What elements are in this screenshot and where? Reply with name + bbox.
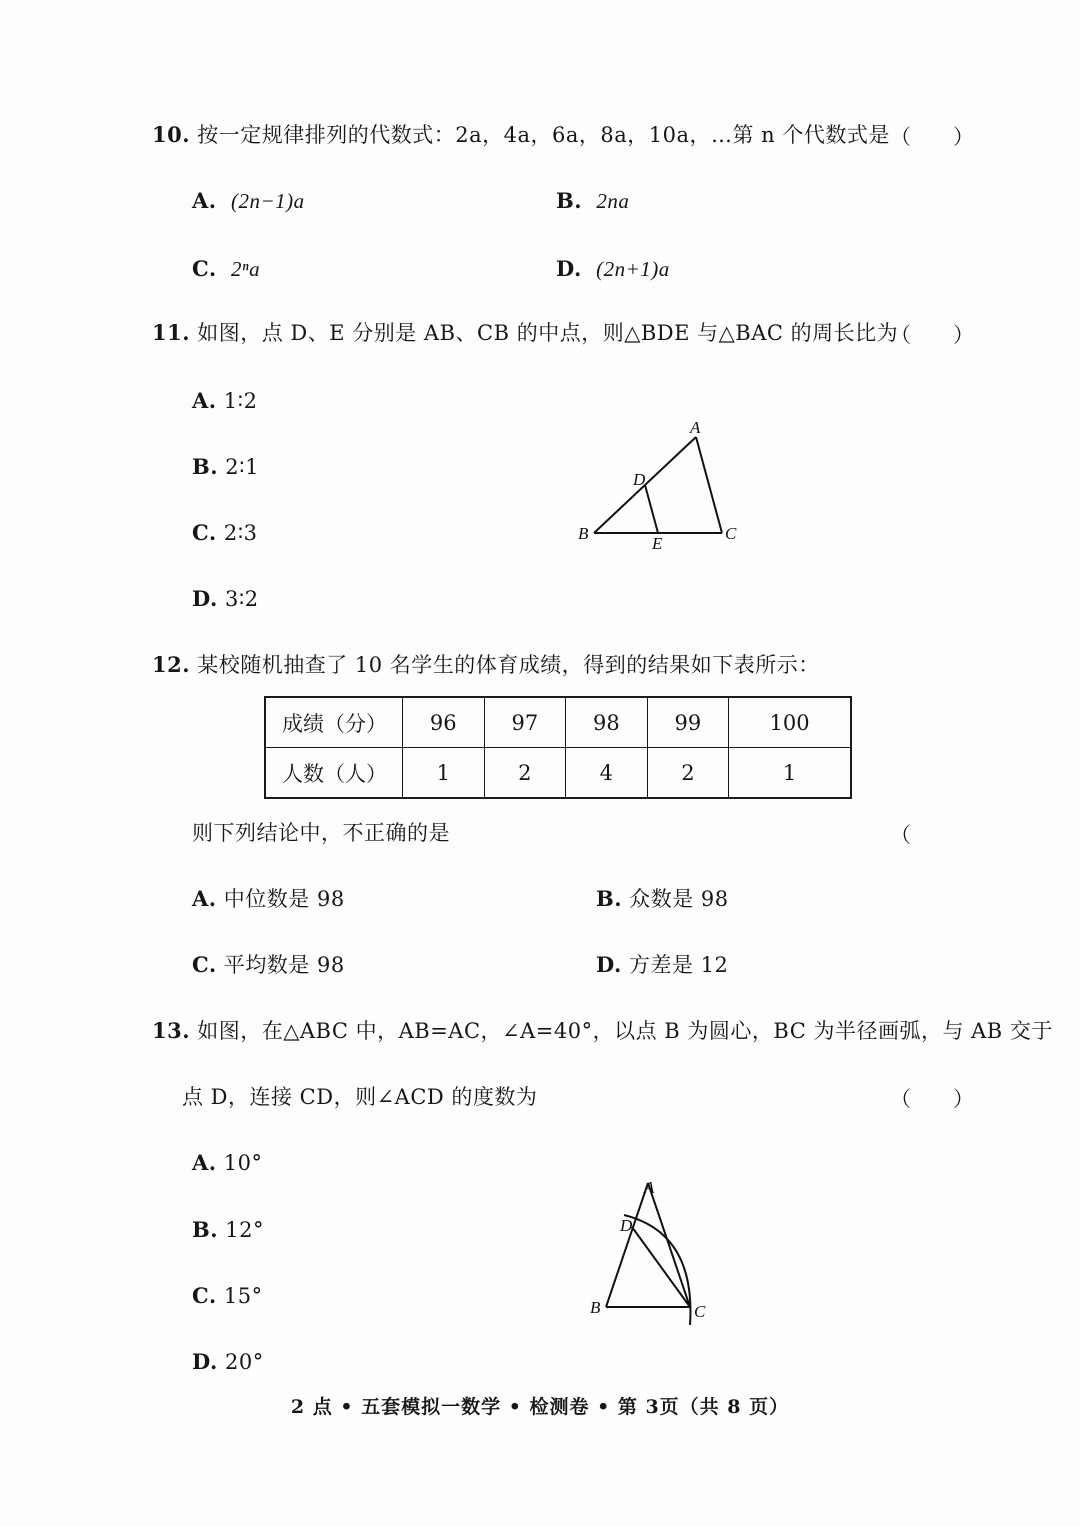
q11-number: 11. [152,320,191,345]
table-row [265,748,851,799]
q13-stem-line-1 [152,1018,1053,1044]
q11-option-b[interactable]: B. 2∶1 [192,454,259,479]
q13-label-b: B [590,1298,601,1317]
q12-option-d[interactable]: D. 方差是 12 [596,952,729,977]
table-cell: 2 [484,748,566,799]
q13-option-d[interactable]: D. 20° [192,1349,264,1374]
q13-option-a[interactable]: A. 10° [192,1150,263,1175]
q11-label-d: D [633,470,646,489]
page-footer: 2 点 • 五套模拟一数学 • 检测卷 • 第 3页（共 8 页） [290,1396,790,1418]
table-cell: 4 [566,748,648,799]
q13-stem-1: 如图，在△ABC 中，AB=AC，∠A=40°，以点 B 为圆心，BC 为半径画弧，与 AB 交于 [197,1019,1053,1043]
q12-option-c[interactable]: C. 平均数是 98 [192,952,345,977]
table-cell: 1 [403,748,485,799]
q13-answer-paren[interactable]: （ ） [890,1087,974,1111]
q12-stem: 某校随机抽查了 10 名学生的体育成绩，得到的结果如下表所示： [197,653,820,677]
q11-label-e: E [652,534,663,553]
table-cell: 97 [484,697,566,748]
table-cell: 96 [403,697,485,748]
q12-number: 12. [152,652,191,677]
q10-stem-line [152,122,890,148]
q10-option-a-text: (2n−1)a [230,189,305,213]
q12-stem-line [152,652,820,678]
table-cell: 100 [729,697,851,748]
q13-label-a: A [644,1178,655,1197]
q13-arc [624,1215,690,1325]
q11-label-c: C [725,524,737,543]
q13-segment-ba [606,1183,648,1307]
q10-option-c[interactable]: C. 2ⁿa [192,256,261,281]
table-cell: 98 [566,697,648,748]
table-cell: 2 [647,748,729,799]
q11-stem: 如图，点 D、E 分别是 AB、CB 的中点，则△BDE 与△BAC 的周长比为 [197,321,899,345]
q11-option-d[interactable]: D. 3∶2 [192,586,259,611]
q11-stem-line [152,320,898,346]
q10-option-b[interactable]: B. 2na [556,188,630,213]
q13-segment-cd [632,1227,690,1307]
q13-stem-line-2: 点 D，连接 CD，则∠ACD 的度数为 [182,1085,538,1109]
q10-answer-paren[interactable]: （ ） [890,125,974,149]
q13-label-d: D [620,1216,633,1235]
q12-sub-stem: 则下列结论中，不正确的是 [192,821,450,845]
q13-segment-ac [648,1183,690,1307]
q12-answer-paren[interactable]: （ [890,823,911,847]
table-row [265,697,851,748]
q10-option-c-text: 2ⁿa [231,257,261,281]
q11-label-b: B [578,524,589,543]
q11-triangle-figure [570,415,770,565]
table-row-header: 成绩（分） [265,697,403,748]
table-cell: 1 [729,748,851,799]
q10-option-d-text: (2n+1)a [596,257,670,281]
q13-label-c: C [694,1302,706,1321]
q13-option-c[interactable]: C. 15° [192,1283,263,1308]
table-row-header: 人数（人） [265,748,403,799]
q10-option-a[interactable]: A. (2n−1)a [192,188,305,213]
q10-option-d[interactable]: D. (2n+1)a [556,256,670,281]
q11-segment-de [645,485,658,533]
q11-segment-ac [696,437,722,533]
q12-option-a[interactable]: A. 中位数是 98 [192,886,345,911]
q11-option-a[interactable]: A. 1∶2 [192,388,258,413]
q11-option-c[interactable]: C. 2∶3 [192,520,258,545]
q12-score-table [264,696,852,799]
q12-option-b[interactable]: B. 众数是 98 [596,886,729,911]
q10-number: 10. [152,122,191,147]
q13-option-b[interactable]: B. 12° [192,1217,264,1242]
q10-option-b-text: 2na [596,189,630,213]
q11-label-a: A [690,418,701,437]
q13-triangle-figure [580,1175,740,1345]
q11-answer-paren[interactable]: （ ） [890,323,974,347]
q10-stem: 按一定规律排列的代数式：2a，4a，6a，8a，10a，…第 n 个代数式是 [197,123,890,147]
q13-number: 13. [152,1018,191,1043]
table-cell: 99 [647,697,729,748]
